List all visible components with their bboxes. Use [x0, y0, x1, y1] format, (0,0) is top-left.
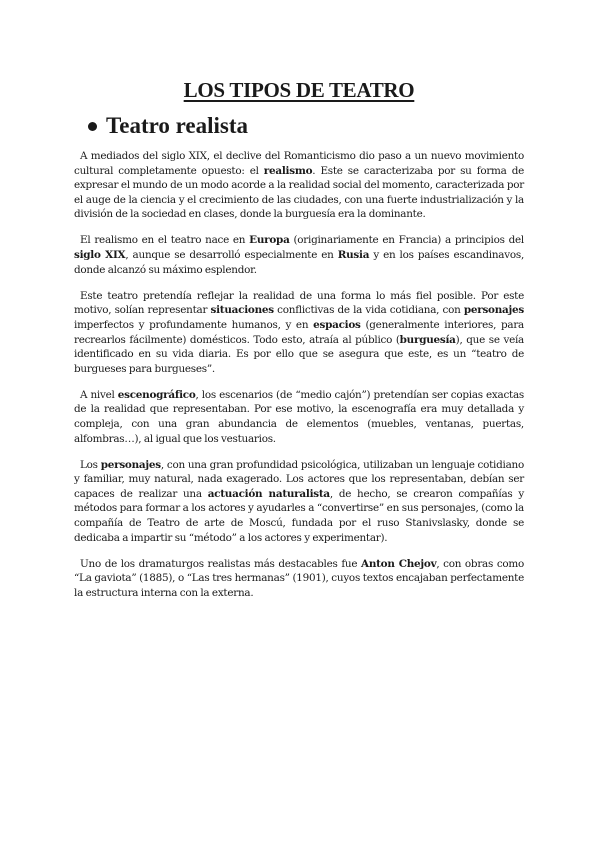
bold-term: actuación naturalista [207, 487, 330, 500]
bold-term: Europa [249, 234, 290, 247]
bold-term: Anton Chejov [361, 557, 437, 570]
text-run: Uno de los dramaturgos realistas más destacables fue [80, 557, 362, 570]
text-run: Este teatro pretendía reflejar la realidad de una forma lo más fiel posible. Por este motivo, solían representar [74, 289, 524, 317]
paragraph [74, 388, 524, 446]
bold-term: personajes [100, 458, 161, 471]
bold-term: realismo [263, 164, 313, 177]
section-heading [88, 113, 524, 139]
text-run: . Este se caracterizaba por su forma de expresar el mundo de un modo acorde a la realidad social del momento, caracterizada por el auge de la ciencia y el crecimiento de las ciudades, con una fuerte industrialización y la división de la sociedad en clases, donde la burguesía era la dominante. [74, 164, 525, 221]
text-run: El realismo en el teatro nace en [80, 234, 250, 247]
text-run: Los [80, 458, 101, 471]
body-text [74, 149, 524, 601]
bold-term: Rusia [337, 249, 370, 262]
text-run: , aunque se desarrolló especialmente en [125, 249, 338, 262]
bold-term: siglo XIX [74, 249, 126, 262]
text-run: ), que se veía identificado en su vida diaria. Es por ello que se asegura que este, es un “teatro de burgueses para burgueses”. [74, 333, 525, 375]
bullet-icon [88, 122, 97, 131]
paragraph [74, 233, 524, 277]
bold-term: espacios [313, 318, 361, 331]
bold-term: burguesía [399, 333, 456, 346]
bold-term: personajes [463, 304, 524, 317]
text-run: , los escenarios (de “medio cajón”) pretendían ser copias exactas de la realidad que representaban. Por ese motivo, la escenografía era muy detallada y compleja, con una gran abundancia de elementos (muebles, ventanas, puertas, alfombras…), al igual que los vestuarios. [74, 388, 525, 445]
text-run: , con obras como “La gaviota” (1885), o “Las tres hermanas” (1901), cuyos textos encajaban perfectamente la estructura interna con la externa. [74, 557, 524, 599]
page-title: LOS TIPOS DE TEATRO [183, 78, 415, 102]
bold-term: situaciones [210, 304, 274, 317]
text-run: , de hecho, se crearon compañías y métodos para formar a los actores y ayudarles a “convertirse” en sus personajes, (como la compañía de Teatro de arte de Moscú, fundada por el ruso Stanivslasky, donde se dedicaba a impartir su “método” a los actores y experimentar). [74, 487, 524, 544]
text-run: (originariamente en Francia) a principios del [289, 234, 524, 247]
section-heading-text: Teatro realista [106, 113, 249, 138]
bold-term: escenográfico [117, 388, 196, 401]
paragraph [74, 557, 524, 601]
paragraph [74, 289, 524, 377]
text-run: conflictivas de la vida cotidiana, con [273, 304, 464, 317]
text-run: , con una gran profundidad psicológica, utilizaban un lenguaje cotidiano y familiar, muy natural, nada exagerado. Los actores que los representaban, debían ser capaces de realizar una [74, 458, 525, 500]
paragraph [74, 149, 524, 222]
text-run: A mediados del siglo XIX, el declive del Romanticismo dio paso a un nuevo movimiento cultural completamente opuesto: el [74, 150, 524, 177]
text-run: imperfectos y profundamente humanos, y en [74, 318, 314, 331]
text-run: A nivel [80, 388, 118, 401]
paragraph [74, 458, 524, 546]
text-run: y en los países escandinavos, donde alcanzó su máximo esplendor. [74, 249, 524, 276]
text-run: (generalmente interiores, para recrearlos fácilmente) domésticos. Todo esto, atraía al público ( [74, 318, 524, 346]
